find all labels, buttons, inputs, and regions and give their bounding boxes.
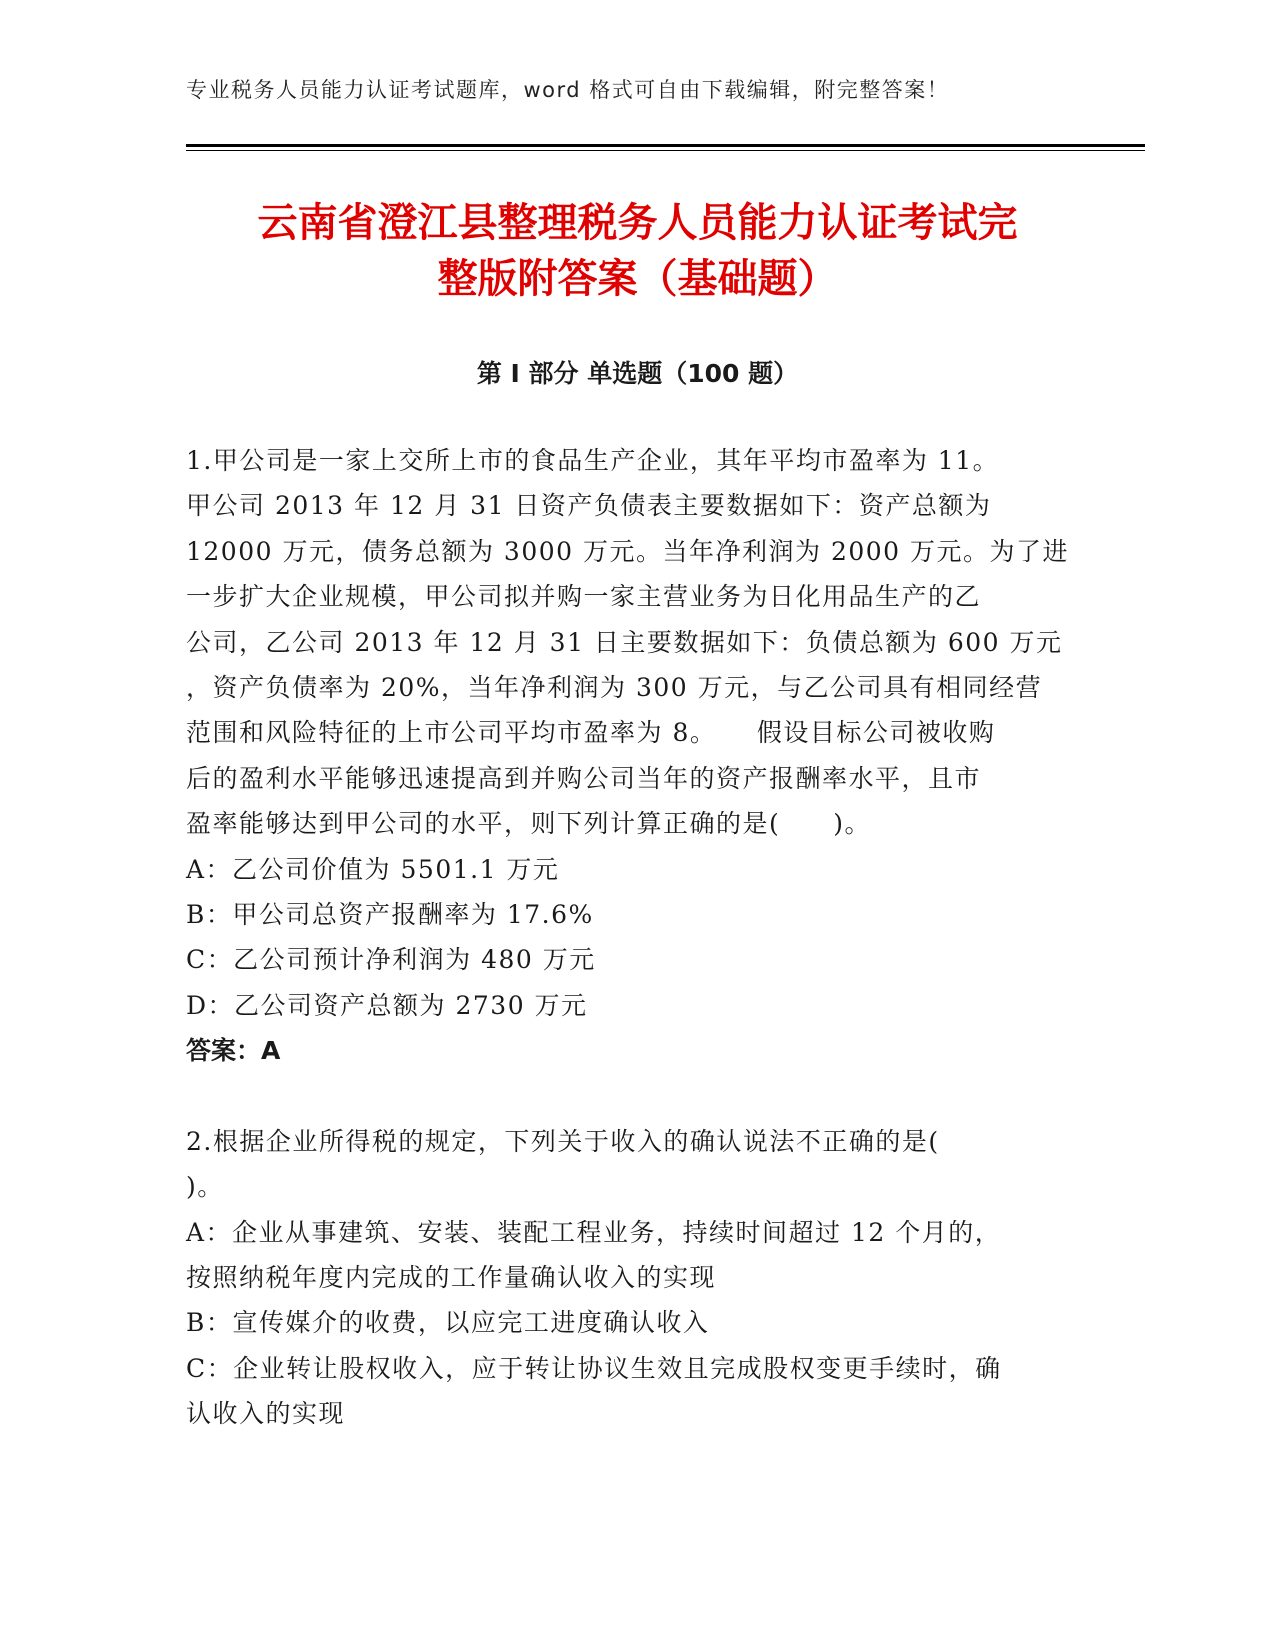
question-2 xyxy=(186,1119,1076,1437)
q1-option-b: B：甲公司总资产报酬率为 17.6% xyxy=(186,900,594,930)
q1-stem-line: ，资产负债率为 20%，当年净利润为 300 万元，与乙公司具有相同经营 xyxy=(186,673,1043,703)
section-heading: 第 I 部分 单选题（100 题） xyxy=(476,359,799,388)
questions xyxy=(186,438,1076,1437)
q2-option-c-cont: 认收入的实现 xyxy=(186,1399,346,1429)
q2-option-b: B：宣传媒介的收费，以应完工进度确认收入 xyxy=(186,1308,710,1338)
q2-stem-line: 2.根据企业所得税的规定，下列关于收入的确认说法不正确的是( xyxy=(186,1126,940,1156)
header-rule-thick xyxy=(186,144,1145,147)
q1-option-c: C：乙公司预计净利润为 480 万元 xyxy=(186,945,596,975)
question-1 xyxy=(186,438,1076,1074)
header-note: 专业税务人员能力认证考试题库，word 格式可自由下载编辑，附完整答案！ xyxy=(186,78,950,102)
title-line-1: 云南省澄江县整理税务人员能力认证考试完 xyxy=(257,200,1018,246)
q2-option-c: C：企业转让股权收入，应于转让协议生效且完成股权变更手续时，确 xyxy=(186,1353,1002,1383)
q1-stem-line: 甲公司 2013 年 12 月 31 日资产负债表主要数据如下：资产总额为 xyxy=(186,491,992,521)
q1-stem-line: 范围和风险特征的上市公司平均市盈率为 8。 假设目标公司被收购 xyxy=(186,718,996,748)
document-title xyxy=(0,195,1275,307)
q1-option-a: A：乙公司价值为 5501.1 万元 xyxy=(186,854,560,884)
q1-option-d: D：乙公司资产总额为 2730 万元 xyxy=(186,990,588,1020)
q2-stem-line: )。 xyxy=(186,1172,224,1202)
q1-stem-line: 公司，乙公司 2013 年 12 月 31 日主要数据如下：负债总额为 600 万元 xyxy=(186,627,1063,657)
header-rule-thin xyxy=(186,150,1145,151)
q1-stem-line: 12000 万元，债务总额为 3000 万元。当年净利润为 2000 万元。为了进 xyxy=(186,536,1070,566)
q1-stem-line: 盈率能够达到甲公司的水平，则下列计算正确的是( )。 xyxy=(186,809,872,839)
q1-answer: 答案：A xyxy=(186,1036,281,1066)
q2-option-a-cont: 按照纳税年度内完成的工作量确认收入的实现 xyxy=(186,1262,717,1292)
title-line-2: 整版附答案（基础题） xyxy=(437,256,838,302)
q2-option-a: A：企业从事建筑、安装、装配工程业务，持续时间超过 12 个月的， xyxy=(186,1217,1002,1247)
q1-stem-line: 1.甲公司是一家上交所上市的食品生产企业，其年平均市盈率为 11。 xyxy=(186,446,1000,475)
question-spacer xyxy=(186,1074,1076,1119)
q1-stem-line: 后的盈利水平能够迅速提高到并购公司当年的资产报酬率水平，且市 xyxy=(186,763,982,793)
q1-stem-line: 一步扩大企业规模，甲公司拟并购一家主营业务为日化用品生产的乙 xyxy=(186,582,982,612)
